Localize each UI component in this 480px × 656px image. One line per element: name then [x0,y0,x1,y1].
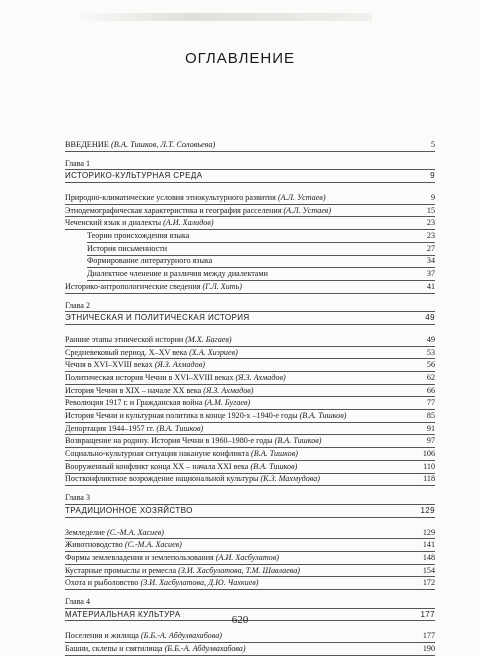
page-ref: 106 [422,449,435,459]
toc-subentry[interactable] [87,268,435,281]
toc-entry[interactable] [65,461,435,474]
chapter-title[interactable]: ЭТНИЧЕСКАЯ И ПОЛИТИЧЕСКАЯ ИСТОРИЯ 49 [65,312,435,325]
chapter-label: Глава 2 [65,300,435,313]
toc-entry[interactable] [65,192,435,205]
page-ref: 129 [422,527,435,537]
page-ref: 172 [422,578,435,588]
toc-entry[interactable] [65,435,435,448]
entry-author: (В.А. Тишков) [156,423,204,433]
entry-author: (Б.Б.-А. Абдулвахабова) [140,631,222,641]
entry-author: (В.А. Тишков) [274,436,322,446]
entry-author: (В.А. Тишков) [299,411,347,421]
page-title: ОГЛАВЛЕНИЕ [184,50,296,67]
toc-entry[interactable] [65,643,435,656]
chapter-4-items [65,630,435,655]
page-ref: 34 [426,256,435,266]
entry-author: (С.-М.А. Хасиев) [107,527,165,537]
page-ref: 118 [423,474,435,484]
page-ref: 97 [426,436,435,446]
entry-title: Возвращение на родину. История Чечни в 1960–1980-е годы (В.А. Тишков) [65,436,322,446]
page-ref: 23 [426,218,435,228]
page-ref: 141 [422,540,435,550]
top-margin-mark [72,13,372,21]
page-ref: 5 [430,139,435,149]
toc-entry[interactable] [65,423,435,436]
toc-subentry[interactable] [87,256,435,269]
entry-title: Поселения и жилища (Б.Б.-А. Абдулвахабова) [65,631,222,641]
toc-entry[interactable] [65,539,435,552]
toc-entry[interactable] [65,577,435,590]
page-ref: 49 [426,334,435,344]
toc-subentry[interactable] [87,243,435,256]
page-ref: 190 [422,644,435,654]
page-ref: 15 [426,205,435,215]
page-ref: 85 [426,411,435,421]
page-number: 620 [231,614,249,626]
entry-author: (Я.З. Ахмадов) [203,385,254,395]
page-ref: 53 [426,347,435,357]
page-ref: 154 [422,565,435,575]
entry-title: Социально-культурная ситуация накануне конфликта (В.А. Тишков) [65,449,298,459]
entry-title: Чеченский язык и диалекты (А.И. Халидов) [65,218,214,228]
entry-author: (А.Л. Устаев) [277,193,326,203]
page-ref: 56 [426,360,435,370]
page-ref: 66 [426,385,435,395]
entry-author: (Б.Б.-А. Абдулвахабова) [164,644,246,654]
chapter-label: Глава 1 [65,158,435,171]
entry-title: Революция 1917 г. и Гражданская война (А.М. Бугаев) [65,398,251,408]
page-ref: 177 [420,609,435,619]
page-ref: 49 [425,313,435,323]
entry-title: Чечня в XVI–XVIII веках (Я.З. Ахмадов) [65,360,205,370]
page-ref: 129 [420,505,435,515]
toc-entry[interactable] [65,410,435,423]
entry-author: (В.А. Тишков) [250,461,298,471]
chapter-title[interactable]: МАТЕРИАЛЬНАЯ КУЛЬТУРА 177 [65,609,435,622]
page-ref: 91 [426,423,435,433]
toc-entry[interactable] [65,359,435,372]
page-ref: 148 [422,552,435,562]
entry-title: Формы землевладения и землепользования (А.И. Хасбулатов) [65,552,279,562]
page-ref: 9 [430,171,435,181]
entry-author: (А.И. Хасбулатов) [215,552,279,562]
entry-title: Формирование литературного языка [87,256,213,266]
entry-author: (Я.З. Ахмадов) [154,360,205,370]
page-ref: 27 [426,243,435,253]
entry-title: Вооруженный конфликт конца XX – начала XXI века (В.А. Тишков) [65,461,298,471]
entry-title: Депортация 1944–1957 гг. (В.А. Тишков) [65,423,204,433]
entry-title: Природно-климатические условия этнокультурного развития (А.Л. Устаев) [65,193,326,203]
toc-entry[interactable] [65,334,435,347]
chapter-title[interactable]: ТРАДИЦИОННОЕ ХОЗЯЙСТВО 129 [65,505,435,518]
page-ref: 37 [426,269,435,279]
toc-entry[interactable] [65,397,435,410]
chapter-3-items [65,527,435,590]
toc-entry[interactable] [65,205,435,218]
entry-title: Животноводство (С.-М.А. Хасиев) [65,540,182,550]
entry-author: (З.И. Хасбулатова, Т.М. Шавлаева) [178,565,300,575]
entry-author: (М.Х. Багаев) [185,334,232,344]
chapter-label: Глава 3 [65,492,435,505]
entry-author: (В.А. Тишков) [251,449,298,459]
entry-title: История Чечни и культурная политика в конце 1920-х –1940-е годы (В.А. Тишков) [65,411,347,421]
entry-title: Историко-антропологические сведения (Г.Л. Хить) [65,281,242,291]
page-ref: 77 [426,398,435,408]
toc-entry[interactable] [65,448,435,461]
page-ref: 177 [422,631,435,641]
entry-title: Теории происхождения языка [87,231,190,241]
toc-entry[interactable] [65,347,435,360]
toc-entry[interactable] [65,565,435,578]
entry-author: (Г.Л. Хить) [202,281,242,291]
entry-author: (Я.З. Ахмадов) [235,372,286,382]
toc-entry-intro[interactable]: ВВЕДЕНИЕ (В.А. Тишков, Л.Т. Соловьева) 5 [65,139,435,152]
entry-title: История Чечни в XIX – начале XX века (Я.З. Ахмадов) [65,385,254,395]
toc-subentry[interactable] [87,230,435,243]
entry-title: Этнодемографическая характеристика и география расселения (А.Л. Устаев) [65,205,332,215]
page-ref: 9 [430,193,435,203]
page-ref: 41 [426,281,435,291]
toc-entry[interactable] [65,552,435,565]
page-ref: 23 [426,231,435,241]
toc-entry[interactable] [65,385,435,398]
entry-author: (Х.А. Хизриев) [189,347,238,357]
entry-author: (К.З. Махмудова) [260,474,320,484]
page-ref: 110 [423,461,435,471]
toc-entry[interactable] [65,527,435,540]
toc-entry[interactable] [65,630,435,643]
entry-author: (З.И. Хасбулатова, Д.Ю. Чахкиев) [140,578,259,588]
entry-author: (А.М. Бугаев) [204,398,251,408]
entry-title: Диалектное членение и различия между диалектами [87,269,268,279]
entry-title: Кустарные промыслы и ремесла (З.И. Хасбулатова, Т.М. Шавлаева) [65,565,300,575]
entry-title: История письменности [87,243,168,253]
toc-entry[interactable] [65,474,435,487]
entry-title: Земледелие (С.-М.А. Хасиев) [65,527,165,537]
entry-title: Постконфликтное возрождение национальной культуры (К.З. Махмудова) [65,474,320,484]
entry-title: Политическая история Чечни в XVI–XVIII веках (Я.З. Ахмадов) [65,372,286,382]
toc-entry[interactable] [65,217,435,230]
entry-title: Охота и рыболовство (З.И. Хасбулатова, Д.Ю. Чахкиев) [65,578,259,588]
entry-title: Ранние этапы этнической истории (М.Х. Багаев) [65,334,232,344]
toc-entry[interactable] [65,372,435,385]
entry-title: Средневековый период. X–XV века (Х.А. Хизриев) [65,347,238,357]
entry-author: (А.И. Халидов) [163,218,214,228]
chapter-2-items [65,334,435,486]
toc-entry[interactable] [65,281,435,294]
page-ref: 62 [426,372,435,382]
chapter-title[interactable]: ИСТОРИКО-КУЛЬТУРНАЯ СРЕДА 9 [65,170,435,183]
chapter-label: Глава 4 [65,596,435,609]
entry-author: (С.-М.А. Хасиев) [124,540,182,550]
entry-author: (А.Л. Устаев) [283,205,332,215]
chapter-1-items [65,192,435,294]
table-of-contents [65,139,435,656]
entry-title: Башни, склепы и святилища (Б.Б.-А. Абдулвахабова) [65,644,246,654]
